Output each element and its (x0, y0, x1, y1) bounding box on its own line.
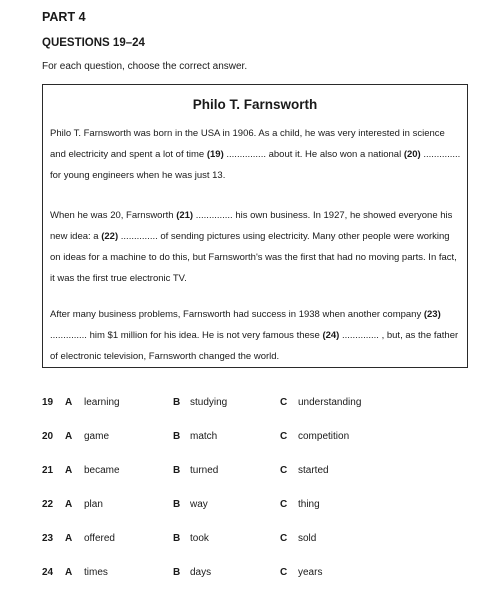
option-b[interactable]: way (190, 499, 208, 510)
option-letter-c: C (280, 499, 288, 510)
option-letter-c: C (280, 567, 288, 578)
gap-number: (22) (101, 231, 119, 242)
questions-heading: QUESTIONS 19–24 (42, 37, 145, 49)
question-row-23 (42, 533, 472, 567)
gap-number: (21) (176, 210, 194, 221)
passage-paragraph-2: When he was 20, Farnsworth (21) .............. his own business. In 1927, he showed everyone his new idea: a (22) .............. of sending pictures using electricity. Many other people were working on ideas for a machine to do this, but Farnsworth's was the first that had no moving parts. In fact, it was the first true electronic TV. (50, 210, 457, 284)
option-letter-a: A (65, 431, 73, 442)
part-heading: PART 4 (42, 10, 86, 24)
question-row-22 (42, 499, 472, 533)
gap-number: (20) (403, 149, 421, 160)
option-c[interactable]: started (298, 465, 329, 476)
option-letter-b: B (173, 431, 181, 442)
option-letter-b: B (173, 533, 181, 544)
option-letter-b: B (173, 465, 181, 476)
option-b[interactable]: took (190, 533, 209, 544)
question-row-20 (42, 431, 472, 465)
question-row-19 (42, 397, 472, 431)
option-a[interactable]: game (84, 431, 110, 442)
passage-paragraph-3: After many business problems, Farnsworth had success in 1938 when another company (23) .............. him $1 million for his idea. He is not very famous these (24) .............. , but, as the father of electronic television, Farnsworth changed the world. (50, 309, 459, 362)
option-letter-b: B (173, 567, 181, 578)
option-b[interactable]: match (190, 431, 218, 442)
option-letter-a: A (65, 397, 73, 408)
option-letter-b: B (173, 397, 181, 408)
option-a[interactable]: learning (84, 397, 120, 408)
question-number: 22 (42, 499, 54, 510)
option-letter-c: C (280, 465, 288, 476)
option-letter-a: A (65, 567, 73, 578)
option-c[interactable]: sold (298, 533, 317, 544)
options-list (42, 397, 472, 601)
option-c[interactable]: years (298, 567, 323, 578)
option-letter-c: C (280, 431, 288, 442)
option-a[interactable]: offered (84, 533, 115, 544)
gap-number: (19) (206, 149, 224, 160)
option-c[interactable]: thing (298, 499, 320, 510)
instruction-text: For each question, choose the correct answer. (42, 61, 248, 72)
question-number: 24 (42, 567, 54, 578)
question-number: 19 (42, 397, 54, 408)
gap-number: (24) (322, 330, 340, 341)
option-c[interactable]: competition (298, 431, 350, 442)
passage-box (42, 84, 468, 368)
option-letter-c: C (280, 397, 288, 408)
option-a[interactable]: plan (84, 499, 103, 510)
option-c[interactable]: understanding (298, 397, 362, 408)
option-letter-b: B (173, 499, 181, 510)
option-b[interactable]: studying (190, 397, 228, 408)
option-a[interactable]: became (84, 465, 120, 476)
option-letter-a: A (65, 465, 73, 476)
question-number: 23 (42, 533, 54, 544)
gap-number: (23) (423, 309, 441, 320)
option-a[interactable]: times (84, 567, 108, 578)
question-number: 20 (42, 431, 54, 442)
option-letter-a: A (65, 533, 73, 544)
option-b[interactable]: turned (190, 465, 219, 476)
option-b[interactable]: days (190, 567, 212, 578)
passage-title: Philo T. Farnsworth (192, 97, 318, 112)
option-letter-c: C (280, 533, 288, 544)
option-letter-a: A (65, 499, 73, 510)
question-row-21 (42, 465, 472, 499)
question-number: 21 (42, 465, 54, 476)
passage-paragraph-1: Philo T. Farnsworth was born in the USA in 1906. As a child, he was very interested in science and electricity and spent a lot of time (19) ............... about it. He also won a national (20) .............. for young engineers when he was just 13. (50, 128, 461, 181)
